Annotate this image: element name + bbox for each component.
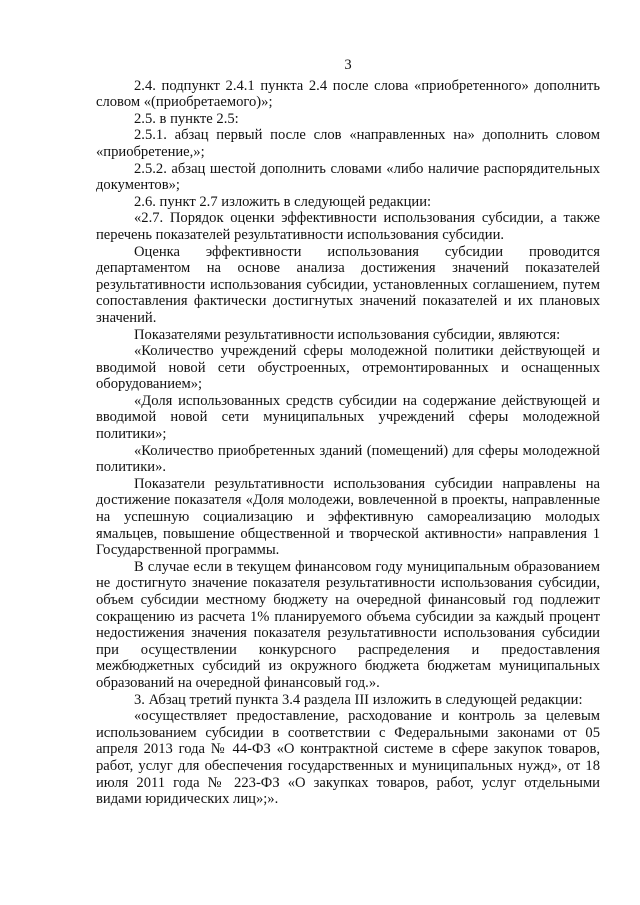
paragraph: Показателями результативности использования субсидии, являются: bbox=[134, 326, 561, 343]
paragraph: 2.5.1. абзац первый после слов «направленных на» дополнить словом «приобретение,»; bbox=[96, 127, 600, 160]
paragraph: Оценка эффективности использования субсидии проводится департаментом на основе анализа достижения значений показателей результативности использования субсидии, установленных соглашением, путем сопоставления фактически достигнутых значений показателей и их плановых значений. bbox=[96, 243, 600, 326]
paragraph: 2.6. пункт 2.7 изложить в следующей редакции: bbox=[134, 193, 432, 210]
paragraph: «2.7. Порядок оценки эффективности использования субсидии, а также перечень показателей результативности использования субсидии. bbox=[96, 210, 600, 243]
paragraph: Показатели результативности использования субсидии направлены на достижение показателя «Доля молодежи, вовлеченной в проекты, направленные на успешную социализацию и эффективную самореализацию молодых ямальцев, повышение общественной и творческой активности» направления 1 Государственной программы. bbox=[96, 475, 600, 559]
paragraph: В случае если в текущем финансовом году муниципальным образованием не достигнуто значение показателя результативности использования субсидии, объем субсидии местному бюджету на очередной финансовый год подлежит сокращению из расчета 1% планируемого объема субсидии за каждый процент недостижения значения показателя результативности использования субсидии при осуществлении конкурсного распределения и предоставления межбюджетных субсидий из окружного бюджета бюджетам муниципальных образований на очередной финансовый год.». bbox=[96, 558, 600, 691]
paragraph: «Количество приобретенных зданий (помещений) для сферы молодежной политики». bbox=[96, 442, 600, 476]
paragraph: 2.4. подпункт 2.4.1 пункта 2.4 после слова «приобретенного» дополнить словом «(приобретаемого)»; bbox=[96, 77, 600, 111]
paragraph: «осуществляет предоставление, расходование и контроль за целевым использованием субсидии в соответствии с Федеральными законами от 05 апреля 2013 года № 44-ФЗ «О контрактной системе в сфере закупок товаров, работ, услуг для обеспечения государственных и муниципальных нужд», от 18 июля 2011 года № 223-ФЗ «О закупках товаров, работ, услуг отдельными видами юридических лиц»;». bbox=[96, 708, 600, 808]
paragraph: 2.5.2. абзац шестой дополнить словами «либо наличие распорядительных документов»; bbox=[96, 160, 600, 194]
page-number: 3 bbox=[344, 57, 352, 73]
paragraph: «Доля использованных средств субсидии на содержание действующей и вводимой новой сети муниципальных учреждений сферы молодежной политики»; bbox=[96, 392, 600, 443]
document-page bbox=[96, 0, 600, 808]
paragraph: 2.5. в пункте 2.5: bbox=[134, 110, 239, 127]
paragraph: 3. Абзац третий пункта 3.4 раздела III изложить в следующей редакции: bbox=[134, 691, 583, 708]
paragraph: «Количество учреждений сферы молодежной политики действующей и вводимой новой сети обустроенных, отремонтированных и оснащенных оборудованием»; bbox=[96, 343, 600, 393]
